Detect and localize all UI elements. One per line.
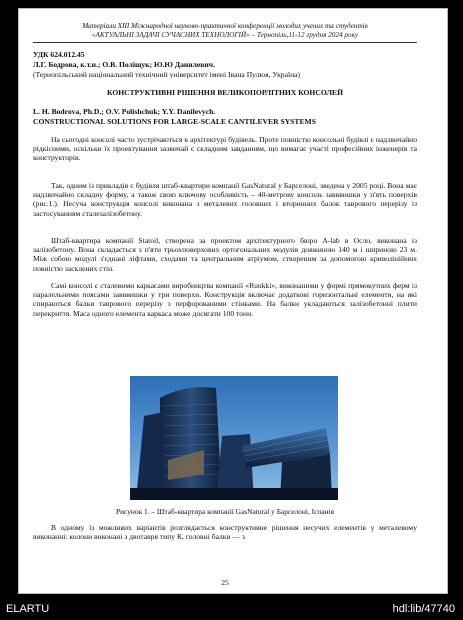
paragraph: Самі консолі є сталевими каркасами виробництва компанії «Ruukki», виконаними у формі прямокутних ферм із паралельними поясами завввишки у три поверхи. Конструкція включає додаткові горизонтальні елементи, на які спираються балки таврового перерізу з перфорованими стінками. На балки укладаються залізобетонні плити перекриття. Маса одного елемента каркаса може досягати 100 тонн.: [33, 281, 417, 318]
title-en: CONSTRUCTIONAL SOLUTIONS FOR LARGE-SCALE CANTILEVER SYSTEMS: [33, 117, 316, 126]
figure-photo: [130, 376, 338, 500]
running-header: [33, 22, 417, 40]
paragraph: Штаб-квартира компанії Statoil, створена за проектом архітектурного бюро A-lab в Осло, виконана із залізобетону. Вона складається з п'яти трьохповерхових ортогональних модулів довжиною 140 м і шириною 23 м. Між собою модулі з'єднані ліфтами, сходами та центральним атріумом, створеним за допомогою криволінійних повністю засклених стін.: [33, 236, 417, 273]
header-line-2: «АКТУАЛЬНІ ЗАДАЧІ СУЧАСНИХ ТЕХНОЛОГІЙ» – Тернопіль,11-12 грудня 2024 року: [91, 31, 359, 39]
title-ua: КОНСТРУКТИВНІ РІШЕННЯ ВЕЛИКОПОРЛІТНИХ КОНСОЛЕЙ: [107, 88, 343, 97]
figure-caption: Рисунок 1. – Штаб-квартира компанії GasNatural у Барселоні, Іспанія: [115, 507, 335, 516]
header-line-1: Матеріали XIII Міжнародної науково-практичної конференції молодих учених та студентів: [82, 22, 368, 30]
building-photo: [130, 376, 338, 500]
header-rule: [33, 42, 417, 43]
paragraph: Так, одним із прикладів є будівля штаб-квартири компанії GasNatural у Барселоні, зведена у 2005 році. Вона має надзвичайно складну форму, а також свою ключову особливість – 40-метрову консоль завввишки у п'ять поверхів (рис.1.). Несуча конструкція консолі виконана з металевих головних і вторинних балок таврового перерізу із застосуванням сталезалізобетону.: [33, 181, 417, 218]
affiliation-ua: (Тернопільський національний технічний університет імені Івана Пулюя, Україна): [33, 70, 301, 79]
footer-bar: [0, 602, 463, 620]
udk-code: УДК 624.012.45: [33, 50, 85, 59]
authors-ua: Л.Г. Бодрова, к.т.н.; О.В. Поліщук; Ю.Ю Данилевич.: [33, 60, 215, 69]
page-content: [33, 10, 417, 600]
authors-en: L. H. Bodrova, Ph.D.; O.V. Polishchuk; Y.Y. Danilevych.: [33, 107, 216, 116]
footer-handle: hdl:lib/47740: [392, 603, 455, 615]
footer-left-text: ELARTU: [6, 603, 50, 615]
paragraph: В одному із можливих варіантів розглядається конструктивне рішення несучих елементів у металевому виконанні: колони виконані з двотавря типу К, головні балки — з: [33, 523, 417, 542]
paragraph: На сьогодні консолі часто зустрічаються в архітектурі будівель. Проте повністю консольні будівлі є надзвичайно рідкісними, оскільки їх проектування зазвичай є складним завданням, що вимагає участі професійних інженерів та конструкторів.: [33, 135, 417, 163]
page-number: 25: [221, 578, 229, 587]
